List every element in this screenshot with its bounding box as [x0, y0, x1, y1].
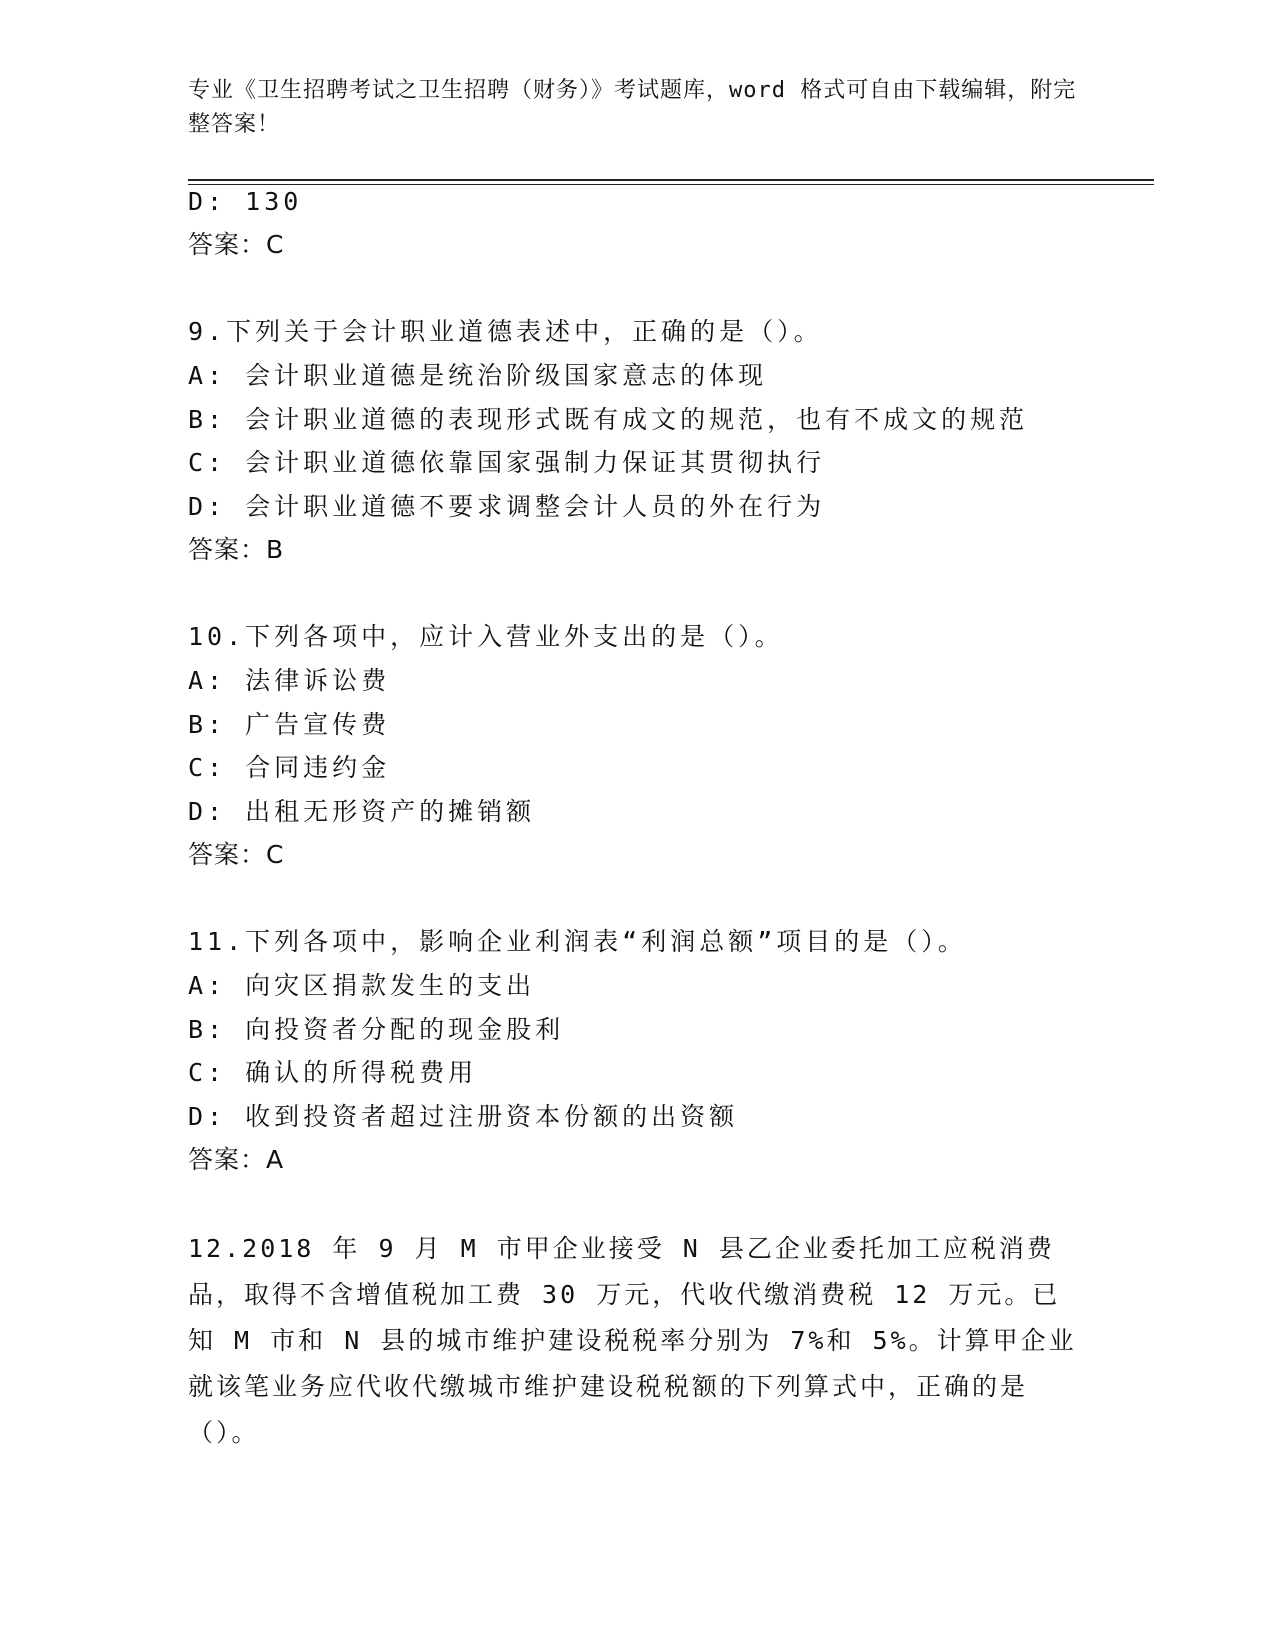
document-header: 专业《卫生招聘考试之卫生招聘（财务）》考试题库，word 格式可自由下载编辑，附完整答案！: [188, 78, 1077, 137]
question-11-stem: 11.下列各项中，影响企业利润表“利润总额”项目的是（）。: [188, 927, 967, 956]
question-9-answer: 答案：B: [188, 535, 285, 564]
question-10-option-a: A: 法律诉讼费: [188, 666, 391, 695]
prev-answer: 答案：C: [188, 230, 285, 259]
prev-option-d: D: 130: [188, 187, 303, 216]
question-11-option-a: A: 向灾区捐款发生的支出: [188, 971, 536, 1000]
question-9-option-b: B: 会计职业道德的表现形式既有成文的规范，也有不成文的规范: [188, 405, 1029, 434]
question-9-option-d: D: 会计职业道德不要求调整会计人员的外在行为: [188, 492, 826, 521]
header-divider-thin: [188, 184, 1154, 185]
question-10-answer: 答案：C: [188, 840, 285, 869]
question-9-option-a: A: 会计职业道德是统治阶级国家意志的体现: [188, 361, 768, 390]
question-9-stem: 9.下列关于会计职业道德表述中，正确的是（）。: [188, 317, 823, 346]
question-9-option-c: C: 会计职业道德依靠国家强制力保证其贯彻执行: [188, 448, 826, 477]
question-10-stem: 10.下列各项中，应计入营业外支出的是（）。: [188, 622, 784, 651]
question-11-option-b: B: 向投资者分配的现金股利: [188, 1015, 565, 1044]
question-11-option-c: C: 确认的所得税费用: [188, 1058, 478, 1087]
question-11-answer: 答案：A: [188, 1145, 285, 1174]
question-11-option-d: D: 收到投资者超过注册资本份额的出资额: [188, 1102, 739, 1131]
question-12-stem: 12.2018 年 9 月 M 市甲企业接受 N 县乙企业委托加工应税消费品，取得不含增值税加工费 30 万元，代收代缴消费税 12 万元。已知 M 市和 N 县的城市维护建设税税率分别为 7%和 5%。计算甲企业就该笔业务应代收代缴城市维护建设税税额的下列算式中，正确的是（）。: [188, 1234, 1077, 1447]
question-10-option-d: D: 出租无形资产的摊销额: [188, 797, 536, 826]
header-divider: [188, 179, 1154, 181]
question-10-option-c: C: 合同违约金: [188, 753, 391, 782]
question-10-option-b: B: 广告宣传费: [188, 710, 391, 739]
